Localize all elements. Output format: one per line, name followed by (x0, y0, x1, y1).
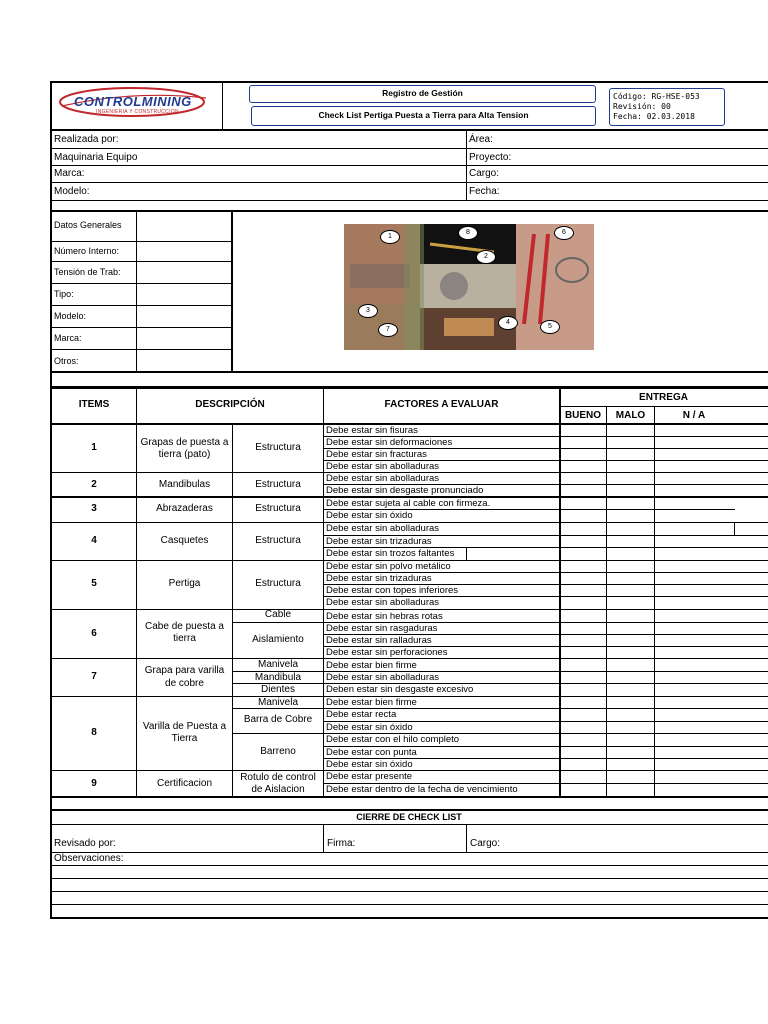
frame-left-border (50, 81, 52, 919)
rule (559, 388, 561, 797)
item-subcomponent: Aislamiento (252, 634, 304, 645)
factor-text: Debe estar sujeta al cable con firmeza. (326, 498, 491, 509)
rule (466, 825, 467, 853)
rule (50, 182, 768, 183)
item-subcomponent: Estructura (255, 578, 301, 589)
rule (50, 129, 768, 131)
area-label: Área: (469, 134, 493, 145)
item-number: 3 (91, 503, 97, 514)
factor-text: Debe estar sin trizaduras (326, 536, 432, 547)
factor-text: Debe estar sin trozos faltantes (326, 548, 455, 559)
item-number: 1 (91, 442, 97, 453)
item-description: Mandibulas (158, 479, 211, 490)
factor-text: Debe estar presente (326, 771, 413, 782)
item-description: Abrazaderas (156, 503, 213, 514)
rule (559, 406, 768, 407)
na-header: N / A (682, 410, 706, 421)
factor-text: Debe estar recta (326, 709, 397, 720)
rule (232, 733, 768, 734)
rule (606, 406, 607, 797)
item-subcomponent: Barreno (260, 746, 296, 757)
item-number: 4 (91, 535, 97, 546)
document-title: Check List Pertiga Puesta a Tierra para Alta Tension (318, 110, 529, 120)
company-logo (56, 86, 212, 120)
rule (734, 522, 735, 536)
rule (50, 387, 768, 389)
item-subcomponent: Manivela (257, 659, 299, 670)
item-subcomponent: Estructura (255, 442, 301, 453)
rule (232, 622, 768, 623)
equipment-photo (344, 224, 594, 350)
revisado-por-label: Revisado por: (54, 838, 116, 849)
rule (50, 878, 768, 879)
item-subcomponent: Manivela (257, 697, 299, 708)
factor-text: Debe estar sin óxido (326, 759, 413, 770)
factor-text: Debe estar con topes inferiores (326, 585, 459, 596)
item-number: 8 (91, 727, 97, 738)
rule (50, 200, 768, 201)
rule (466, 130, 467, 200)
item-description: Certificacion (156, 778, 213, 789)
rule (466, 547, 467, 560)
rule (50, 852, 768, 853)
numero-interno-label: Número Interno: (54, 246, 120, 256)
cargo-footer-label: Cargo: (470, 838, 501, 849)
frame-bottom-border (50, 917, 768, 919)
factor-text: Debe estar con el hilo completo (326, 734, 460, 745)
item-number: 5 (91, 578, 97, 589)
factor-text: Debe estar sin rasgaduras (326, 623, 438, 634)
photo-callout-6: 6 (554, 226, 574, 240)
item-subcomponent: Barra de Cobre (243, 714, 313, 725)
entrega-header: ENTREGA (639, 392, 688, 403)
bueno-header: BUENO (564, 410, 602, 421)
rule (50, 371, 768, 373)
item-description-line2: tierra (pato) (158, 449, 211, 460)
realizada-por-label: Realizada por: (54, 134, 119, 145)
frame-top-border (50, 81, 768, 83)
item-description: Varilla de Puesta a (142, 721, 227, 732)
rule (50, 349, 232, 350)
factor-text: Debe estar sin abolladuras (326, 461, 440, 472)
item-description: Pertiga (168, 578, 201, 589)
rule (50, 210, 768, 212)
photo-callout-4: 4 (498, 316, 518, 330)
factor-text: Debe estar sin hebras rotas (326, 611, 443, 622)
rule (323, 825, 324, 853)
rule (136, 211, 137, 371)
item-subcomponent: Cable (264, 609, 292, 620)
factor-text: Debe estar sin fisuras (326, 425, 418, 436)
item-number: 9 (91, 778, 97, 789)
photo-callout-3: 3 (358, 304, 378, 318)
rule (50, 658, 768, 659)
cargo-label: Cargo: (469, 168, 500, 179)
rule (50, 165, 768, 166)
item-subcomponent: de Aislacion (251, 784, 305, 795)
item-description-line2: Tierra (171, 733, 198, 744)
item-description: Grapas de puesta a (140, 437, 229, 448)
factor-text: Debe estar bien firme (326, 697, 417, 708)
logo-subtext: INGENIERIA Y CONSTRUCCION (96, 109, 179, 115)
registro-label: Registro de Gestión (382, 88, 463, 98)
rule (654, 406, 655, 797)
factor-text: Debe estar sin óxido (326, 510, 413, 521)
modelo-datos-label: Modelo: (54, 311, 87, 321)
tension-label: Tensión de Trab: (54, 267, 121, 277)
item-subcomponent: Dientes (261, 684, 295, 695)
rule (50, 305, 232, 306)
rule (50, 824, 768, 825)
rule (50, 283, 232, 284)
fecha-label: Fecha: (469, 186, 500, 197)
datos-generales-label: Datos Generales (54, 220, 122, 230)
photo-callout-7: 7 (378, 323, 398, 337)
item-subcomponent: Mandibula (254, 672, 302, 683)
descripcion-header: DESCRIPCIÓN (195, 399, 265, 410)
factor-text: Debe estar sin polvo metálico (326, 561, 451, 572)
logo-text: CONTROLMINING (74, 94, 192, 109)
item-subcomponent: Estructura (255, 479, 301, 490)
item-description: Grapa para varilla (144, 665, 225, 676)
rule (50, 241, 232, 242)
proyecto-label: Proyecto: (469, 152, 512, 163)
photo-callout-8: 8 (458, 226, 478, 240)
item-number: 7 (91, 671, 97, 682)
photo-callout-5: 5 (540, 320, 560, 334)
item-subcomponent: Estructura (255, 503, 301, 514)
rule (50, 609, 768, 610)
factor-text: Debe estar sin trizaduras (326, 573, 432, 584)
rule (50, 891, 768, 892)
observaciones-label: Observaciones: (54, 853, 124, 864)
photo-callout-1: 1 (380, 230, 400, 244)
rule (50, 865, 768, 866)
rule (50, 148, 768, 149)
revision-text: Revisión: 00 (613, 102, 671, 111)
factor-text: Debe estar bien firme (326, 660, 417, 671)
maquinaria-label: Maquinaria Equipo (54, 152, 138, 163)
factor-text: Debe estar dentro de la fecha de vencimiento (326, 784, 518, 795)
rule (50, 327, 232, 328)
firma-label: Firma: (327, 838, 356, 849)
item-subcomponent: Estructura (255, 535, 301, 546)
factor-text: Debe estar sin deformaciones (326, 437, 453, 448)
item-number: 2 (91, 479, 97, 490)
tipo-label: Tipo: (54, 289, 74, 299)
factor-text: Debe estar sin abolladuras (326, 473, 440, 484)
factores-header: FACTORES A EVALUAR (384, 399, 499, 410)
rule (50, 261, 232, 262)
factor-text: Deben estar sin desgaste excesivo (326, 684, 474, 695)
photo-callout-2: 2 (476, 250, 496, 264)
rule (50, 796, 768, 798)
item-description: Casquetes (160, 535, 209, 546)
fecha-header-text: Fecha: 02.03.2018 (613, 112, 695, 121)
item-description-line2: tierra (173, 633, 196, 644)
factor-text: Debe estar sin perforaciones (326, 647, 448, 658)
factor-text: Debe estar sin abolladuras (326, 523, 440, 534)
item-description-line2: de cobre (165, 678, 204, 689)
item-subcomponent: Rotulo de control (240, 772, 316, 783)
item-number: 6 (91, 628, 97, 639)
codigo-text: Código: RG-HSE-053 (613, 92, 700, 101)
factor-text: Debe estar sin abolladuras (326, 597, 440, 608)
factor-text: Debe estar sin fracturas (326, 449, 427, 460)
rule (50, 904, 768, 905)
factor-text: Debe estar sin desgaste pronunciado (326, 485, 484, 496)
item-description: Cabe de puesta a (145, 621, 224, 632)
malo-header: MALO (615, 410, 646, 421)
items-header: ITEMS (78, 399, 110, 410)
factor-text: Debe estar sin óxido (326, 722, 413, 733)
modelo-label: Modelo: (54, 186, 90, 197)
logo-divider (222, 81, 223, 129)
marca-datos-label: Marca: (54, 333, 82, 343)
factor-text: Debe estar con punta (326, 747, 417, 758)
cierre-title: CIERRE DE CHECK LIST (356, 812, 462, 822)
factor-text: Debe estar sin abolladuras (326, 672, 440, 683)
otros-label: Otros: (54, 356, 79, 366)
marca-label: Marca: (54, 168, 85, 179)
factor-text: Debe estar sin ralladuras (326, 635, 432, 646)
